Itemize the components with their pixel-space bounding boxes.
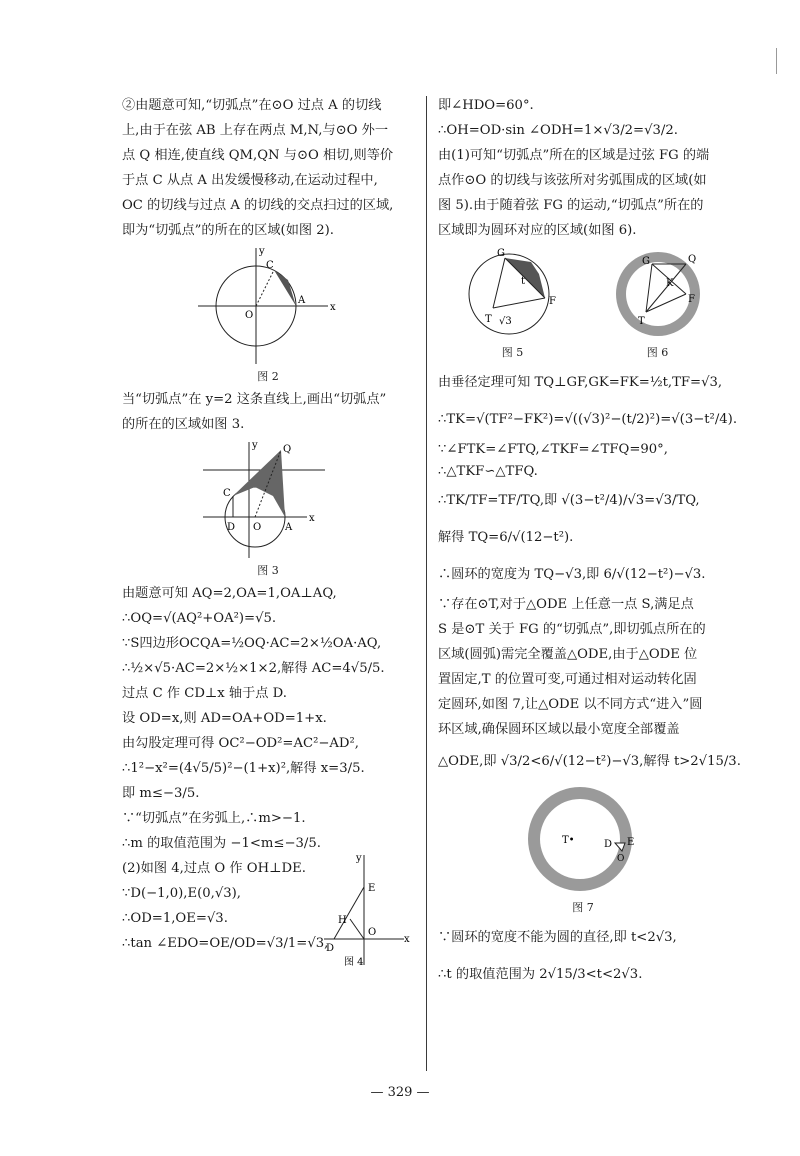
text-line: 由勾股定理可得 OC²−OD²=AC²−AD², (122, 736, 359, 751)
fig7-label-D: D (604, 839, 613, 850)
text-line: 点作⊙O 的切线与该弦所对劣弧围成的区域(如 (438, 173, 707, 188)
text-line: ∵圆环的宽度不能为圆的直径,即 t<2√3, (438, 930, 677, 945)
text-line: 即 m≤−3/5. (122, 786, 200, 801)
text-line: ∴OD=1,OE=√3. (122, 911, 228, 926)
text-line: ∴OQ=√(AQ²+OA²)=√5. (122, 611, 277, 626)
fig2-label-A: A (298, 295, 306, 306)
text-line: ∵D(−1,0),E(0,√3), (122, 886, 241, 901)
figure-4-caption: 图 4 (344, 957, 364, 968)
text-line: ∴tan ∠EDO=OE/OD=√3/1=√3, (122, 936, 329, 951)
figure-2-caption: 图 2 (257, 370, 279, 383)
page-number: — 329 — (370, 1085, 430, 1100)
text-line: 定圆环,如图 7,让△ODE 以不同方式“进入”圆 (438, 697, 703, 712)
text-line: ∴1²−x²=(4√5/5)²−(1+x)²,解得 x=3/5. (122, 761, 365, 776)
text-line: 当“切弧点”在 y=2 这条直线上,画出“切弧点” (122, 392, 387, 407)
fig6-label-T: T (637, 316, 645, 327)
text-line: 区域即为圆环对应的区域(如图 6). (438, 223, 637, 238)
fig3-label-x: x (309, 513, 315, 524)
fig7-label-T: T• (562, 835, 575, 846)
text-line: 点 Q 相连,使直线 QM,QN 与⊙O 相切,则等价 (122, 148, 394, 163)
figure-5-caption: 图 5 (501, 346, 524, 359)
figure-5 (459, 246, 567, 338)
fig5-label-r: √3 (498, 316, 512, 327)
figure-6-caption: 图 6 (646, 346, 669, 359)
figure-2 (198, 246, 338, 366)
fig2-label-C: C (266, 260, 274, 271)
text-line: 于点 C 从点 A 出发缓慢移动,在运动过程中, (122, 173, 378, 188)
fig3-label-A: A (285, 522, 293, 533)
fig7-label-O: O (617, 854, 625, 864)
fig4-label-x: x (404, 934, 410, 945)
fig3-label-D: D (227, 522, 236, 533)
text-line: (2)如图 4,过点 O 作 OH⊥DE. (122, 861, 306, 876)
figure-7 (518, 785, 648, 897)
left-column (122, 96, 414, 968)
text-line: OC 的切线与过点 A 的切线的交点扫过的区域, (122, 198, 394, 213)
text-line: ∴圆环的宽度为 TQ−√3,即 6/√(12−t²)−√3. (438, 567, 706, 582)
text-line: 图 5).由于随着弦 FG 的运动,“切弧点”所在的 (438, 198, 704, 213)
text-line: △ODE,即 √3/2<6/√(12−t²)−√3,解得 t>2√15/3. (438, 754, 741, 769)
fig5-label-F: F (548, 296, 556, 307)
text-line: 过点 C 作 CD⊥x 轴于点 D. (122, 686, 287, 701)
fig4-label-H: H (338, 915, 347, 926)
text-line: ∵S四边形OCQA=½OQ·AC=2×½OA·AQ, (122, 636, 382, 651)
text-line: 的所在的区域如图 3. (122, 417, 245, 432)
fig6-label-F: F (687, 294, 695, 305)
figure-3 (203, 440, 333, 560)
figure-6 (608, 246, 708, 338)
fig5-label-G: G (496, 248, 505, 259)
text-line: ∴t 的取值范围为 2√15/3<t<2√3. (438, 967, 643, 982)
text-line: S 是⊙T 关于 FG 的“切弧点”,即切弧点所在的 (438, 622, 706, 637)
fig2-label-x: x (330, 302, 336, 313)
fig4-label-D: D (326, 943, 335, 954)
figure-4 (324, 853, 412, 971)
text-line: 即∠HDO=60°. (438, 98, 534, 113)
text-line: 由(1)可知“切弧点”所在的区域是过弦 FG 的端 (438, 148, 710, 163)
figure-7-caption: 图 7 (572, 901, 594, 914)
text-line: 解得 TQ=6/√(12−t²). (438, 530, 574, 545)
text-line: ∵∠FTK=∠FTQ,∠TKF=∠TFQ=90°, (438, 442, 668, 457)
fig5-label-T: T (484, 314, 492, 325)
fig3-label-y: y (252, 440, 258, 451)
fig6-label-Q: Q (687, 254, 696, 265)
column-divider (426, 96, 427, 1071)
text-line: 上,由于在弦 AB 上存在两点 M,N,与⊙O 外一 (122, 123, 389, 138)
text-line: 由垂径定理可知 TQ⊥GF,GK=FK=½t,TF=√3, (438, 375, 723, 390)
fig3-label-Q: Q (283, 444, 292, 455)
text-line: 区域(圆弧)需完全覆盖△ODE,由于△ODE 位 (438, 647, 698, 662)
text-line: 置固定,T 的位置可变,可通过相对运动转化固 (438, 672, 697, 687)
fig4-label-O: O (368, 927, 377, 938)
margin-mark (776, 48, 777, 74)
text-line: ∴TK=√(TF²−FK²)=√((√3)²−(t/2)²)=√(3−t²/4). (438, 412, 738, 427)
fig2-label-y: y (259, 246, 265, 257)
text-line: 设 OD=x,则 AD=OA+OD=1+x. (122, 711, 327, 726)
fig2-label-O: O (245, 310, 254, 321)
fig6-label-G: G (641, 256, 650, 267)
fig7-label-E: E (627, 837, 635, 848)
text-line: ∴TK/TF=TF/TQ,即 √(3−t²/4)/√3=√3/TQ, (438, 493, 700, 508)
text-line: ∴½×√5·AC=2×½×1×2,解得 AC=4√5/5. (122, 661, 385, 676)
text-line: ∵存在⊙T,对于△ODE 上任意一点 S,满足点 (438, 597, 694, 612)
text-line: 由题意可知 AQ=2,OA=1,OA⊥AQ, (122, 586, 337, 601)
text-line: ∵“切弧点”在劣弧上,∴m>−1. (122, 811, 306, 826)
fig3-label-O: O (253, 522, 262, 533)
text-line: 即为“切弧点”的所在的区域(如图 2). (122, 223, 334, 238)
text-line: ∴△TKF∽△TFQ. (438, 464, 538, 479)
fig5-label-t: t (520, 276, 525, 287)
fig6-label-K: K (665, 278, 673, 289)
figures-5-6 (438, 246, 728, 366)
text-line: ∴m 的取值范围为 −1<m≤−3/5. (122, 836, 321, 851)
fig3-label-C: C (223, 488, 231, 499)
fig4-label-E: E (368, 883, 376, 894)
fig4-label-y: y (356, 853, 362, 864)
text-line: ②由题意可知,“切弧点”在⊙O 过点 A 的切线 (122, 98, 382, 113)
figure-3-caption: 图 3 (257, 564, 279, 577)
text-line: 环区域,确保圆环区域以最小宽度全部覆盖 (438, 722, 680, 737)
text-line: ∴OH=OD·sin ∠ODH=1×√3/2=√3/2. (438, 123, 678, 138)
right-column (438, 96, 741, 995)
